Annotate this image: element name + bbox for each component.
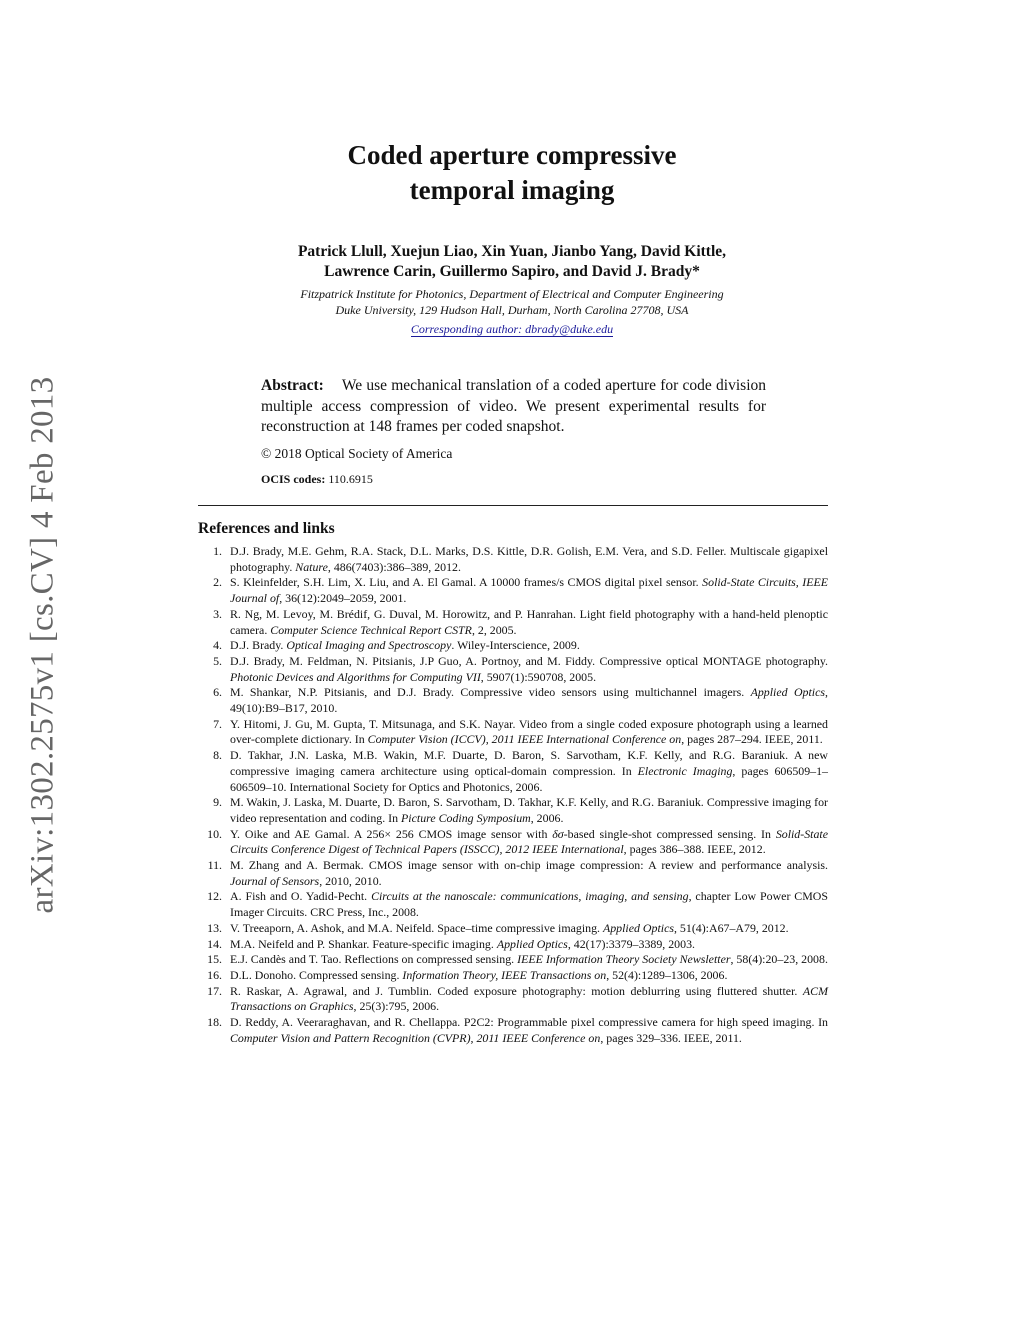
ocis-codes — [261, 472, 373, 487]
reference-number: 11. — [207, 858, 222, 873]
reference-text: D.J. Brady, M.E. Gehm, R.A. Stack, D.L. Marks, D.S. Kittle, D.R. Golish, E.M. Vera, and S.D. Feller. Multiscale gigapixel photography. — [230, 544, 828, 574]
reference-item — [198, 889, 828, 920]
reference-text: , 51(4):A67–A79, 2012. — [673, 920, 789, 935]
reference-venue: Applied Optics — [602, 920, 674, 935]
reference-item — [198, 984, 828, 1015]
reference-item — [198, 1015, 828, 1046]
abstract — [261, 376, 766, 438]
reference-venue: Electronic Imaging — [637, 763, 733, 778]
reference-text: M. Zhang and A. Bermak. CMOS image sensor with on-chip image compression: A review and performance analysis. — [230, 858, 828, 873]
reference-text: , 486(7403):386–389, 2012. — [327, 559, 461, 574]
affiliation — [0, 286, 1024, 318]
reference-text: D.L. Donoho. Compressed sensing. — [230, 967, 403, 982]
reference-item — [198, 654, 828, 685]
reference-text: , chapter Low Power CMOS Imager Circuits. CRC Press, Inc., 2008. — [230, 889, 829, 920]
paper-title — [0, 138, 1024, 208]
reference-text: M. Wakin, J. Laska, M. Duarte, D. Baron, S. Sarvotham, D. Takhar, K.F. Kelly, and R.G. Baraniuk. Compressive imaging for video representation and coding. In — [230, 795, 828, 825]
reference-number: 10. — [207, 826, 222, 841]
reference-text: S. Kleinfelder, S.H. Lim, X. Liu, and A. El Gamal. A 10000 frames/s CMOS digital pixel sensor. — [230, 575, 703, 590]
reference-item — [198, 607, 828, 638]
reference-venue: IEEE Information Theory Society Newsletter — [517, 952, 731, 967]
abstract-text: We use mechanical translation of a coded aperture for code division multiple access compression of video. We present experimental results for reconstruction at 148 frames per coded snapshot. — [261, 377, 766, 435]
reference-number: 2. — [213, 575, 222, 590]
reference-item — [198, 858, 828, 889]
reference-number: 14. — [207, 936, 222, 951]
reference-item — [198, 544, 828, 575]
reference-venue: Optical Imaging and Spectroscopy — [286, 638, 452, 653]
reference-venue: Solid-State Circuits, IEEE Journal of — [230, 575, 828, 606]
reference-text: V. Treeaporn, A. Ashok, and M.A. Neifeld. Space–time compressive imaging. — [230, 920, 603, 935]
reference-item — [198, 921, 828, 937]
author-list — [0, 242, 1024, 282]
reference-item — [198, 717, 828, 748]
reference-venue: Computer Vision (ICCV), 2011 IEEE International Conference on — [367, 732, 682, 747]
reference-number: 13. — [207, 920, 222, 935]
reference-venue: Photonic Devices and Algorithms for Computing VII — [230, 669, 481, 684]
reference-number: 5. — [213, 653, 222, 668]
reference-number: 18. — [207, 1015, 222, 1030]
arxiv-identifier: arXiv:1302.2575v1 [cs.CV] 4 Feb 2013 — [24, 376, 61, 914]
reference-text: R. Raskar, A. Agrawal, and J. Tumblin. Coded exposure photography: motion deblurring using fluttered shutter. — [230, 983, 803, 998]
reference-text: , 42(17):3379–3389, 2003. — [567, 936, 695, 951]
reference-item — [198, 748, 828, 795]
reference-text: -based single-shot compressed sensing. In — [563, 826, 776, 841]
reference-item — [198, 937, 828, 953]
reference-text: , 36(12):2049–2059, 2001. — [279, 591, 407, 606]
reference-text: , 2006. — [530, 810, 564, 825]
ocis-value: 110.6915 — [328, 472, 373, 486]
reference-item — [198, 952, 828, 968]
reference-venue: Nature — [295, 559, 328, 574]
reference-text: , pages 287–294. IEEE, 2011. — [681, 732, 823, 747]
reference-number: 16. — [207, 967, 222, 982]
reference-text: M. Shankar, N.P. Pitsianis, and D.J. Brady. Compressive video sensors using multichannel imagers. — [230, 685, 751, 700]
copyright-notice: © 2018 Optical Society of America — [261, 446, 453, 461]
reference-text: , 2010, 2010. — [319, 873, 382, 888]
reference-text: . Wiley-Interscience, 2009. — [451, 638, 580, 653]
reference-venue: Applied Optics — [750, 685, 826, 700]
references-heading: References and links — [198, 520, 335, 537]
title-line-1: Coded aperture compressive — [347, 140, 677, 170]
reference-text: D.J. Brady. — [230, 638, 287, 653]
reference-venue: Solid-State Circuits Conference Digest of Technical Papers (ISSCC), 2012 IEEE International — [230, 826, 828, 857]
reference-item — [198, 638, 828, 654]
reference-item — [198, 575, 828, 606]
author-line-2: Lawrence Carin, Guillermo Sapiro, and David J. Brady* — [324, 263, 700, 280]
reference-item — [198, 685, 828, 716]
reference-item — [198, 795, 828, 826]
reference-venue: ACM Transactions on Graphics — [230, 983, 828, 1014]
reference-venue: Circuits at the nanoscale: communications, imaging, and sensing — [371, 889, 689, 904]
reference-number: 15. — [207, 952, 222, 967]
reference-number: 1. — [213, 544, 222, 558]
reference-text: , pages 606509–1–606509–10. International Society for Optics and Photonics, 2006. — [230, 763, 828, 794]
reference-list — [198, 544, 828, 1047]
reference-text: , 58(4):20–23, 2008. — [730, 952, 828, 967]
reference-item — [198, 968, 828, 984]
reference-venue: Journal of Sensors — [230, 873, 320, 888]
reference-text: , pages 386–388. IEEE, 2012. — [623, 842, 766, 857]
reference-venue: Information Theory, IEEE Transactions on — [402, 967, 607, 982]
reference-text: , 2, 2005. — [471, 622, 517, 637]
author-line-1: Patrick Llull, Xuejun Liao, Xin Yuan, Jianbo Yang, David Kittle, — [297, 243, 727, 260]
reference-text: D. Reddy, A. Veeraraghavan, and R. Chellappa. P2C2: Programmable pixel compressive camera for high speed imaging. In — [230, 1015, 828, 1030]
affiliation-line-1: Fitzpatrick Institute for Photonics, Department of Electrical and Computer Engineering — [300, 287, 724, 301]
reference-text: D.J. Brady, M. Feldman, N. Pitsianis, J.P Guo, A. Portnoy, and M. Fiddy. Compressive optical MONTAGE photography. — [230, 653, 828, 668]
abstract-label: Abstract: — [261, 377, 324, 394]
reference-text: , 5907(1):590708, 2005. — [480, 669, 597, 684]
corresponding-author — [0, 321, 1024, 337]
reference-text: A. Fish and O. Yadid-Pecht. — [230, 889, 372, 904]
reference-text: Y. Hitomi, J. Gu, M. Gupta, T. Mitsunaga, and S.K. Nayar. Video from a single coded exposure photograph using a learned over-complete dictionary. In — [230, 716, 828, 747]
section-divider — [198, 505, 828, 506]
affiliation-line-2: Duke University, 129 Hudson Hall, Durham, North Carolina 27708, USA — [335, 303, 689, 317]
reference-number: 12. — [207, 889, 222, 904]
reference-text: R. Ng, M. Levoy, M. Brédif, G. Duval, M. Horowitz, and P. Hanrahan. Light field photography with a hand-held plenoptic camera. — [230, 606, 828, 637]
title-line-2: temporal imaging — [409, 175, 615, 205]
ocis-label: OCIS codes: — [261, 472, 326, 486]
reference-number: 8. — [213, 748, 222, 763]
reference-item — [198, 827, 828, 858]
reference-text: Y. Oike and AE Gamal. A 256× 256 CMOS image sensor with — [230, 826, 553, 841]
reference-number: 17. — [207, 983, 222, 998]
corresponding-author-link[interactable]: Corresponding author: dbrady@duke.edu — [410, 322, 614, 336]
reference-venue: δσ — [552, 826, 564, 841]
reference-number: 4. — [213, 638, 222, 653]
reference-text: D. Takhar, J.N. Laska, M.B. Wakin, M.F. Duarte, D. Baron, S. Sarvotham, K.F. Kelly, and R.G. Baraniuk. A new compressive imaging camera architecture using optical-domain compression. In — [230, 748, 828, 778]
reference-text: , 52(4):1289–1306, 2006. — [606, 967, 728, 982]
reference-venue: Picture Coding Symposium — [401, 810, 531, 825]
reference-text: M.A. Neifeld and P. Shankar. Feature-specific imaging. — [230, 936, 497, 951]
reference-text: , 25(3):795, 2006. — [353, 999, 440, 1014]
reference-venue: Applied Optics — [496, 936, 568, 951]
reference-venue: Computer Vision and Pattern Recognition (CVPR), 2011 IEEE Conference on — [230, 1030, 601, 1045]
reference-number: 3. — [213, 606, 222, 621]
reference-number: 7. — [213, 716, 222, 731]
reference-text: , pages 329–336. IEEE, 2011. — [600, 1030, 742, 1045]
reference-number: 9. — [213, 795, 222, 810]
reference-number: 6. — [213, 685, 222, 700]
reference-text: , 49(10):B9–B17, 2010. — [230, 685, 828, 716]
reference-venue: Computer Science Technical Report CSTR — [270, 622, 472, 637]
reference-text: E.J. Candès and T. Tao. Reflections on compressed sensing. — [230, 952, 518, 967]
